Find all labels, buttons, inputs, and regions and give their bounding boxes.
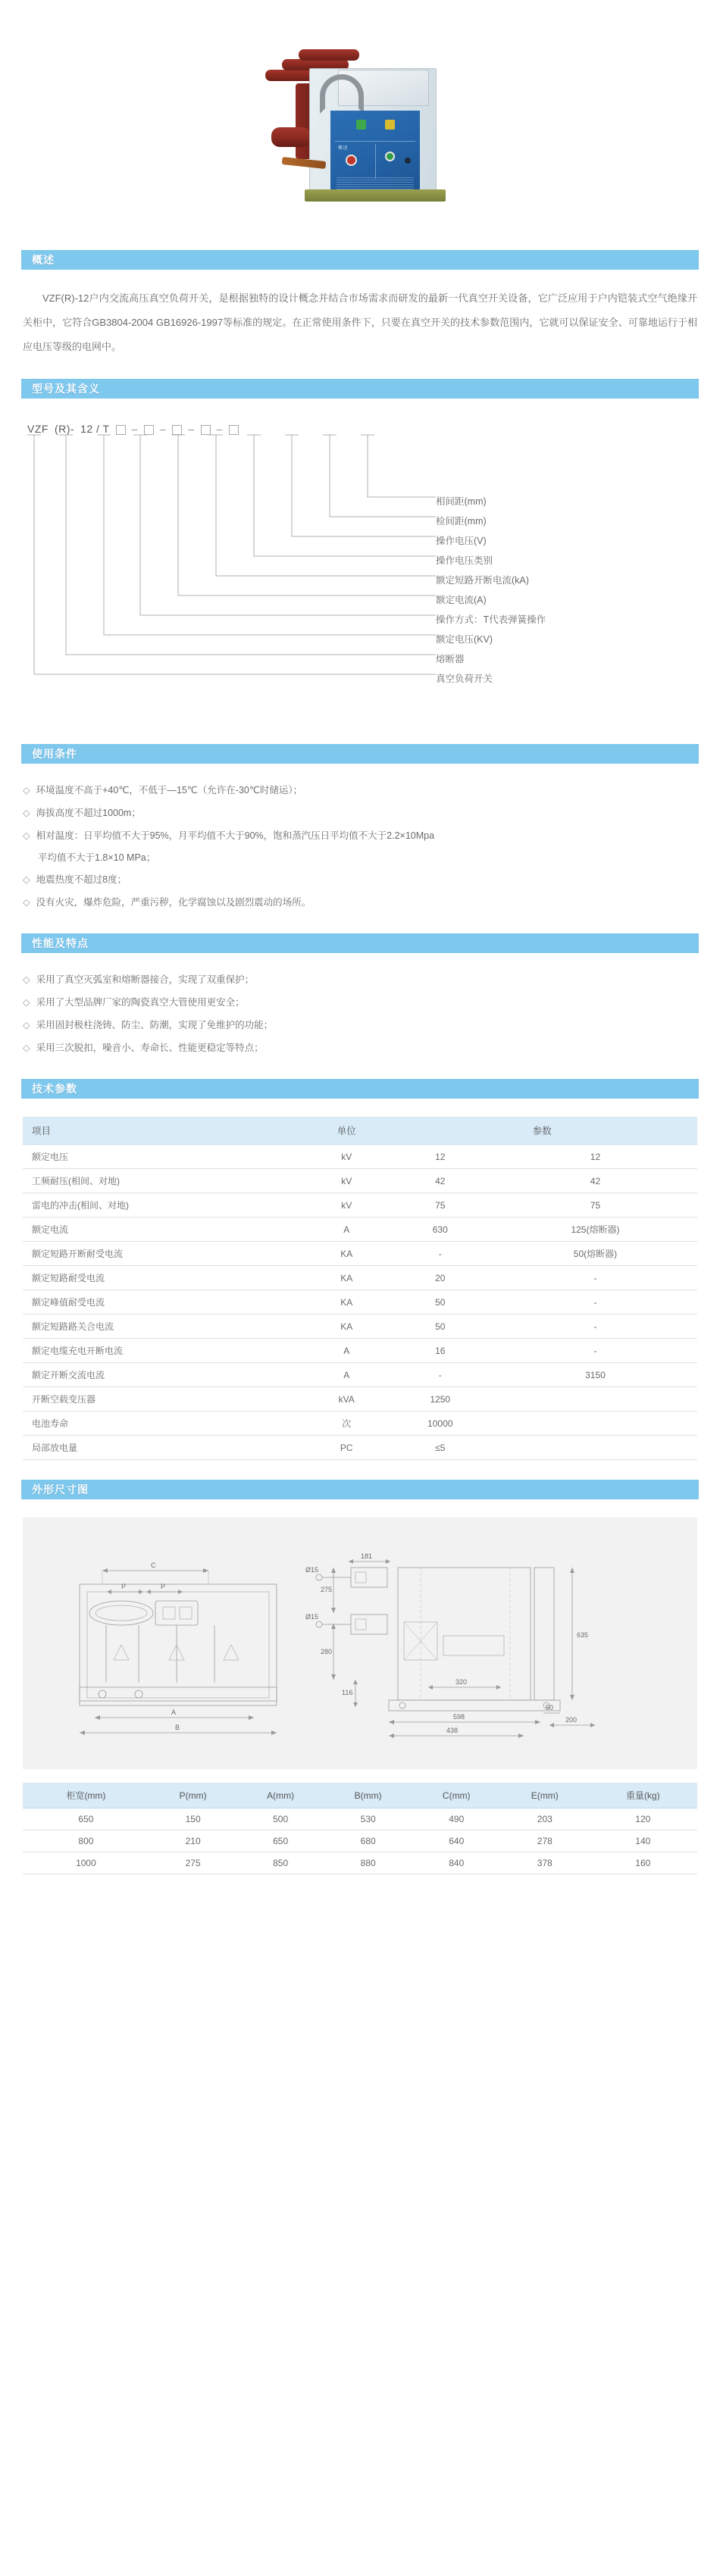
tech-cell-item: 额定开断交流电流 <box>23 1363 306 1387</box>
section-header-conditions <box>21 744 699 764</box>
tech-cell-param1: - <box>387 1242 493 1266</box>
section-title-outline: 外形尺寸图 <box>32 1483 89 1496</box>
open-button-icon <box>346 155 357 166</box>
model-code-dash-1: – <box>131 423 138 435</box>
feature-text-1: 采用了大型品牌厂家的陶瓷真空大管使用更安全； <box>36 997 245 1008</box>
table-row <box>23 1169 697 1193</box>
chassis-base <box>305 189 446 202</box>
condition-item-2 <box>23 824 697 847</box>
table-row <box>23 1852 697 1874</box>
dimension-th-1: P(mm) <box>149 1783 237 1809</box>
condition-item-1 <box>23 802 697 824</box>
dimension-table <box>23 1783 697 1874</box>
model-legend-item-7: 额定电压(KV) <box>436 634 493 645</box>
section-header-tech <box>21 1079 699 1099</box>
condition-text-2: 相对温度：日平均值不大于95%，月平均值不大于90%，饱和蒸汽压日平均值不大于2.2×10Mpa <box>36 830 435 841</box>
tech-cell-param1: 12 <box>387 1145 493 1169</box>
svg-text:Ø15: Ø15 <box>305 1613 319 1621</box>
model-legend-item-8: 熔断器 <box>436 654 465 664</box>
model-code-dash-2: – <box>159 423 167 435</box>
tech-cell-unit: PC <box>306 1436 387 1460</box>
panel-nameplate-text <box>337 177 414 189</box>
tech-table-wrapper <box>23 1117 697 1460</box>
svg-text:116: 116 <box>342 1689 353 1696</box>
diamond-bullet-icon: ◇ <box>23 1020 30 1030</box>
table-row <box>23 1315 697 1339</box>
tech-cell-param1: - <box>387 1363 493 1387</box>
tech-cell-item: 电池寿命 <box>23 1411 306 1436</box>
table-row <box>23 1218 697 1242</box>
diamond-bullet-icon: ◇ <box>23 997 30 1008</box>
model-code-dash-3: – <box>188 423 195 435</box>
tech-cell-param2: 75 <box>493 1193 697 1218</box>
panel-model-label: 概述 <box>338 146 349 151</box>
dimension-cell-2: 850 <box>236 1852 324 1874</box>
tech-cell-item: 工频耐压(相间、对地) <box>23 1169 306 1193</box>
svg-text:Ø15: Ø15 <box>305 1566 319 1574</box>
diamond-bullet-icon: ◇ <box>23 808 30 818</box>
model-legend-item-5: 额定电流(A) <box>436 595 487 605</box>
dimension-drawing-panel <box>23 1518 697 1769</box>
dimension-cell-3: 880 <box>324 1852 412 1874</box>
tech-cell-item: 局部放电量 <box>23 1436 306 1460</box>
dimension-th-5: E(mm) <box>501 1783 589 1809</box>
tech-cell-unit: kV <box>306 1145 387 1169</box>
dimension-th-0: 柜宽(mm) <box>23 1783 149 1809</box>
table-row <box>23 1809 697 1830</box>
tech-cell-item: 额定电压 <box>23 1145 306 1169</box>
section-title-overview: 概述 <box>32 254 55 266</box>
dimension-cell-6: 140 <box>589 1830 697 1852</box>
condition-text-4: 没有火灾，爆炸危险，严重污秽，化学腐蚀以及剧烈震动的场所。 <box>36 897 311 908</box>
tech-cell-unit: kVA <box>306 1387 387 1411</box>
tech-cell-param1: 50 <box>387 1290 493 1315</box>
dimension-cell-4: 840 <box>412 1852 501 1874</box>
dimension-cell-6: 160 <box>589 1852 697 1874</box>
table-row <box>23 1436 697 1460</box>
table-row <box>23 1193 697 1218</box>
feature-item-2 <box>23 1014 697 1036</box>
tech-th-unit: 单位 <box>306 1117 387 1145</box>
tech-cell-unit: 次 <box>306 1411 387 1436</box>
table-row <box>23 1363 697 1387</box>
dimension-cell-0: 1000 <box>23 1852 149 1874</box>
status-indicator-green <box>356 120 366 130</box>
model-legend-item-1: 检间距(mm) <box>436 516 487 527</box>
section-header-outline <box>21 1480 699 1499</box>
table-row <box>23 1145 697 1169</box>
dimension-th-6: 重量(kg) <box>589 1783 697 1809</box>
dimension-table-header-row <box>23 1783 697 1809</box>
feature-item-3 <box>23 1036 697 1059</box>
table-row <box>23 1411 697 1436</box>
svg-text:200: 200 <box>565 1716 578 1724</box>
feature-text-2: 采用固封极柱浇铸、防尘、防潮，实现了免维护的功能； <box>36 1020 274 1030</box>
condition-text-1: 海拔高度不超过1000m； <box>36 808 141 818</box>
table-row <box>23 1290 697 1315</box>
condition-item-0 <box>23 779 697 802</box>
tech-cell-param2: 50(熔断器) <box>493 1242 697 1266</box>
tech-cell-unit: KA <box>306 1242 387 1266</box>
section-header-model <box>21 379 699 399</box>
dimension-table-body <box>23 1809 697 1874</box>
tech-cell-param2: 125(熔断器) <box>493 1218 697 1242</box>
svg-text:598: 598 <box>453 1713 465 1721</box>
tech-cell-param1: 75 <box>387 1193 493 1218</box>
svg-text:P: P <box>161 1583 166 1590</box>
tech-th-item: 项目 <box>23 1117 306 1145</box>
product-hero <box>0 0 720 250</box>
dimension-th-2: A(mm) <box>236 1783 324 1809</box>
tech-cell-param2: 42 <box>493 1169 697 1193</box>
dimension-table-wrapper <box>23 1783 697 1874</box>
model-legend-item-4: 额定短路开断电流(kA) <box>436 575 529 586</box>
condition-item-3 <box>23 868 697 891</box>
table-row <box>23 1339 697 1363</box>
tech-th-param: 参数 <box>387 1117 697 1145</box>
dimension-cell-3: 530 <box>324 1809 412 1830</box>
dimension-drawing <box>49 1531 671 1758</box>
tech-cell-param2: 12 <box>493 1145 697 1169</box>
lock-port-icon <box>405 158 411 164</box>
tech-cell-unit: KA <box>306 1266 387 1290</box>
model-designation-diagram <box>23 418 697 744</box>
dimension-cell-5: 278 <box>501 1830 589 1852</box>
dimension-cell-4: 490 <box>412 1809 501 1830</box>
svg-text:50: 50 <box>546 1704 554 1712</box>
table-row <box>23 1242 697 1266</box>
dimension-th-4: C(mm) <box>412 1783 501 1809</box>
dimension-cell-1: 150 <box>149 1809 237 1830</box>
model-leader-lines <box>23 432 447 735</box>
svg-text:635: 635 <box>577 1631 589 1639</box>
svg-text:181: 181 <box>361 1552 373 1560</box>
dimension-cell-1: 210 <box>149 1830 237 1852</box>
diamond-bullet-icon: ◇ <box>23 785 30 796</box>
table-row <box>23 1266 697 1290</box>
section-title-tech: 技术参数 <box>32 1083 77 1095</box>
feature-item-1 <box>23 991 697 1014</box>
feature-text-3: 采用三次脱扣，噪音小、寿命长、性能更稳定等特点； <box>36 1043 264 1053</box>
tech-cell-item: 额定短路耐受电流 <box>23 1266 306 1290</box>
tech-parameters-table <box>23 1117 697 1460</box>
dimension-cell-5: 203 <box>501 1809 589 1830</box>
dimension-cell-0: 650 <box>23 1809 149 1830</box>
dimension-cell-4: 640 <box>412 1830 501 1852</box>
condition-item-4 <box>23 891 697 914</box>
tech-cell-item: 开断空载变压器 <box>23 1387 306 1411</box>
dimension-cell-3: 680 <box>324 1830 412 1852</box>
svg-text:B: B <box>175 1724 180 1731</box>
svg-text:280: 280 <box>321 1648 333 1655</box>
model-legend-item-3: 操作电压类别 <box>436 555 493 566</box>
model-legend-item-6: 操作方式：T代表弹簧操作 <box>436 614 546 625</box>
tech-cell-param1: 10000 <box>387 1411 493 1436</box>
tech-cell-param2 <box>493 1411 697 1436</box>
model-code-vzf: VZF <box>27 423 49 435</box>
svg-text:C: C <box>151 1562 156 1569</box>
tech-cell-param1: 630 <box>387 1218 493 1242</box>
tech-cell-unit: KA <box>306 1290 387 1315</box>
section-title-features: 性能及特点 <box>32 937 89 949</box>
tech-cell-unit: kV <box>306 1169 387 1193</box>
control-panel <box>330 111 420 194</box>
tech-cell-item: 雷电的冲击(相间、对地) <box>23 1193 306 1218</box>
diamond-bullet-icon: ◇ <box>23 1043 30 1053</box>
condition-text-3: 地震热度不超过8度； <box>36 874 127 885</box>
cable-hose-icon <box>320 74 364 114</box>
tech-cell-param2 <box>493 1436 697 1460</box>
tech-cell-unit: KA <box>306 1315 387 1339</box>
dimension-cell-6: 120 <box>589 1809 697 1830</box>
features-list <box>23 968 697 1059</box>
svg-text:P: P <box>121 1583 127 1590</box>
condition-subline: 平均值不大于1.8×10 MPa； <box>38 852 156 863</box>
tech-cell-item: 额定短路开断耐受电流 <box>23 1242 306 1266</box>
tech-table-header-row <box>23 1117 697 1145</box>
tech-cell-param1: 16 <box>387 1339 493 1363</box>
tech-cell-param1: 1250 <box>387 1387 493 1411</box>
overview-paragraph: VZF(R)-12户内交流高压真空负荷开关，是根据独特的设计概念并结合市场需求而研发的最新一代真空开关设备，它广泛应用于户内铠装式空气绝缘开关柜中，它符合GB3804-2004 GB16926-1997等标准的规定。在正常使用条件下，只要在真空开关的技术参数范围内，它就可以保证安全、可靠地运行于相应电压等级的电网中。 <box>23 292 697 352</box>
panel-divider <box>335 141 415 142</box>
status-indicator-yellow <box>385 120 395 130</box>
model-code-12t: 12 / T <box>80 423 110 435</box>
conditions-list <box>23 779 697 914</box>
tech-cell-param1: ≤5 <box>387 1436 493 1460</box>
model-legend-item-2: 操作电压(V) <box>436 536 487 546</box>
tech-cell-item: 额定电流 <box>23 1218 306 1242</box>
tech-cell-unit: kV <box>306 1193 387 1218</box>
tech-cell-param2: - <box>493 1315 697 1339</box>
model-legend-list <box>436 491 546 688</box>
diamond-bullet-icon: ◇ <box>23 897 30 908</box>
svg-text:275: 275 <box>321 1586 333 1593</box>
model-legend-item-9: 真空负荷开关 <box>436 674 493 684</box>
model-code-dash-4: – <box>216 423 223 435</box>
tech-cell-param1: 50 <box>387 1315 493 1339</box>
dimension-cell-2: 500 <box>236 1809 324 1830</box>
diamond-bullet-icon: ◇ <box>23 874 30 885</box>
model-code-r: (R)- <box>54 423 75 435</box>
dimension-cell-1: 275 <box>149 1852 237 1874</box>
close-button-icon <box>385 152 395 161</box>
tech-cell-item: 额定短路路关合电流 <box>23 1315 306 1339</box>
section-title-model: 型号及其含义 <box>32 383 100 395</box>
diamond-bullet-icon: ◇ <box>23 974 30 985</box>
dimension-cell-2: 650 <box>236 1830 324 1852</box>
model-legend-item-0: 相间距(mm) <box>436 496 487 507</box>
tech-cell-item: 额定峰值耐受电流 <box>23 1290 306 1315</box>
table-row <box>23 1387 697 1411</box>
tech-cell-item: 额定电缆充电开断电流 <box>23 1339 306 1363</box>
table-row <box>23 1830 697 1852</box>
tech-table-body <box>23 1145 697 1460</box>
tech-cell-unit: A <box>306 1218 387 1242</box>
lower-bushing <box>271 127 311 147</box>
svg-text:A: A <box>171 1708 177 1716</box>
section-header-features <box>21 933 699 953</box>
tech-cell-unit: A <box>306 1363 387 1387</box>
dimension-cell-5: 378 <box>501 1852 589 1874</box>
tech-cell-param2: - <box>493 1266 697 1290</box>
dimension-th-3: B(mm) <box>324 1783 412 1809</box>
section-title-conditions: 使用条件 <box>32 748 77 760</box>
svg-text:438: 438 <box>446 1727 459 1734</box>
dimension-cell-0: 800 <box>23 1830 149 1852</box>
panel-vertical-divider <box>375 144 376 179</box>
tech-cell-param2: - <box>493 1339 697 1363</box>
tech-cell-param2: 3150 <box>493 1363 697 1387</box>
feature-text-0: 采用了真空灭弧室和熔断器接合，实现了双重保护； <box>36 974 255 985</box>
feature-item-0 <box>23 968 697 991</box>
product-photo <box>265 38 455 212</box>
svg-text:320: 320 <box>455 1678 468 1686</box>
section-header-overview <box>21 250 699 270</box>
diamond-bullet-icon: ◇ <box>23 830 30 841</box>
tech-cell-unit: A <box>306 1339 387 1363</box>
tech-cell-param1: 20 <box>387 1266 493 1290</box>
condition-text-0: 环境温度不高于+40℃，不低于—15℃（允许在-30℃时储运）； <box>36 785 303 796</box>
tech-cell-param2 <box>493 1387 697 1411</box>
tech-cell-param2: - <box>493 1290 697 1315</box>
tech-cell-param1: 42 <box>387 1169 493 1193</box>
